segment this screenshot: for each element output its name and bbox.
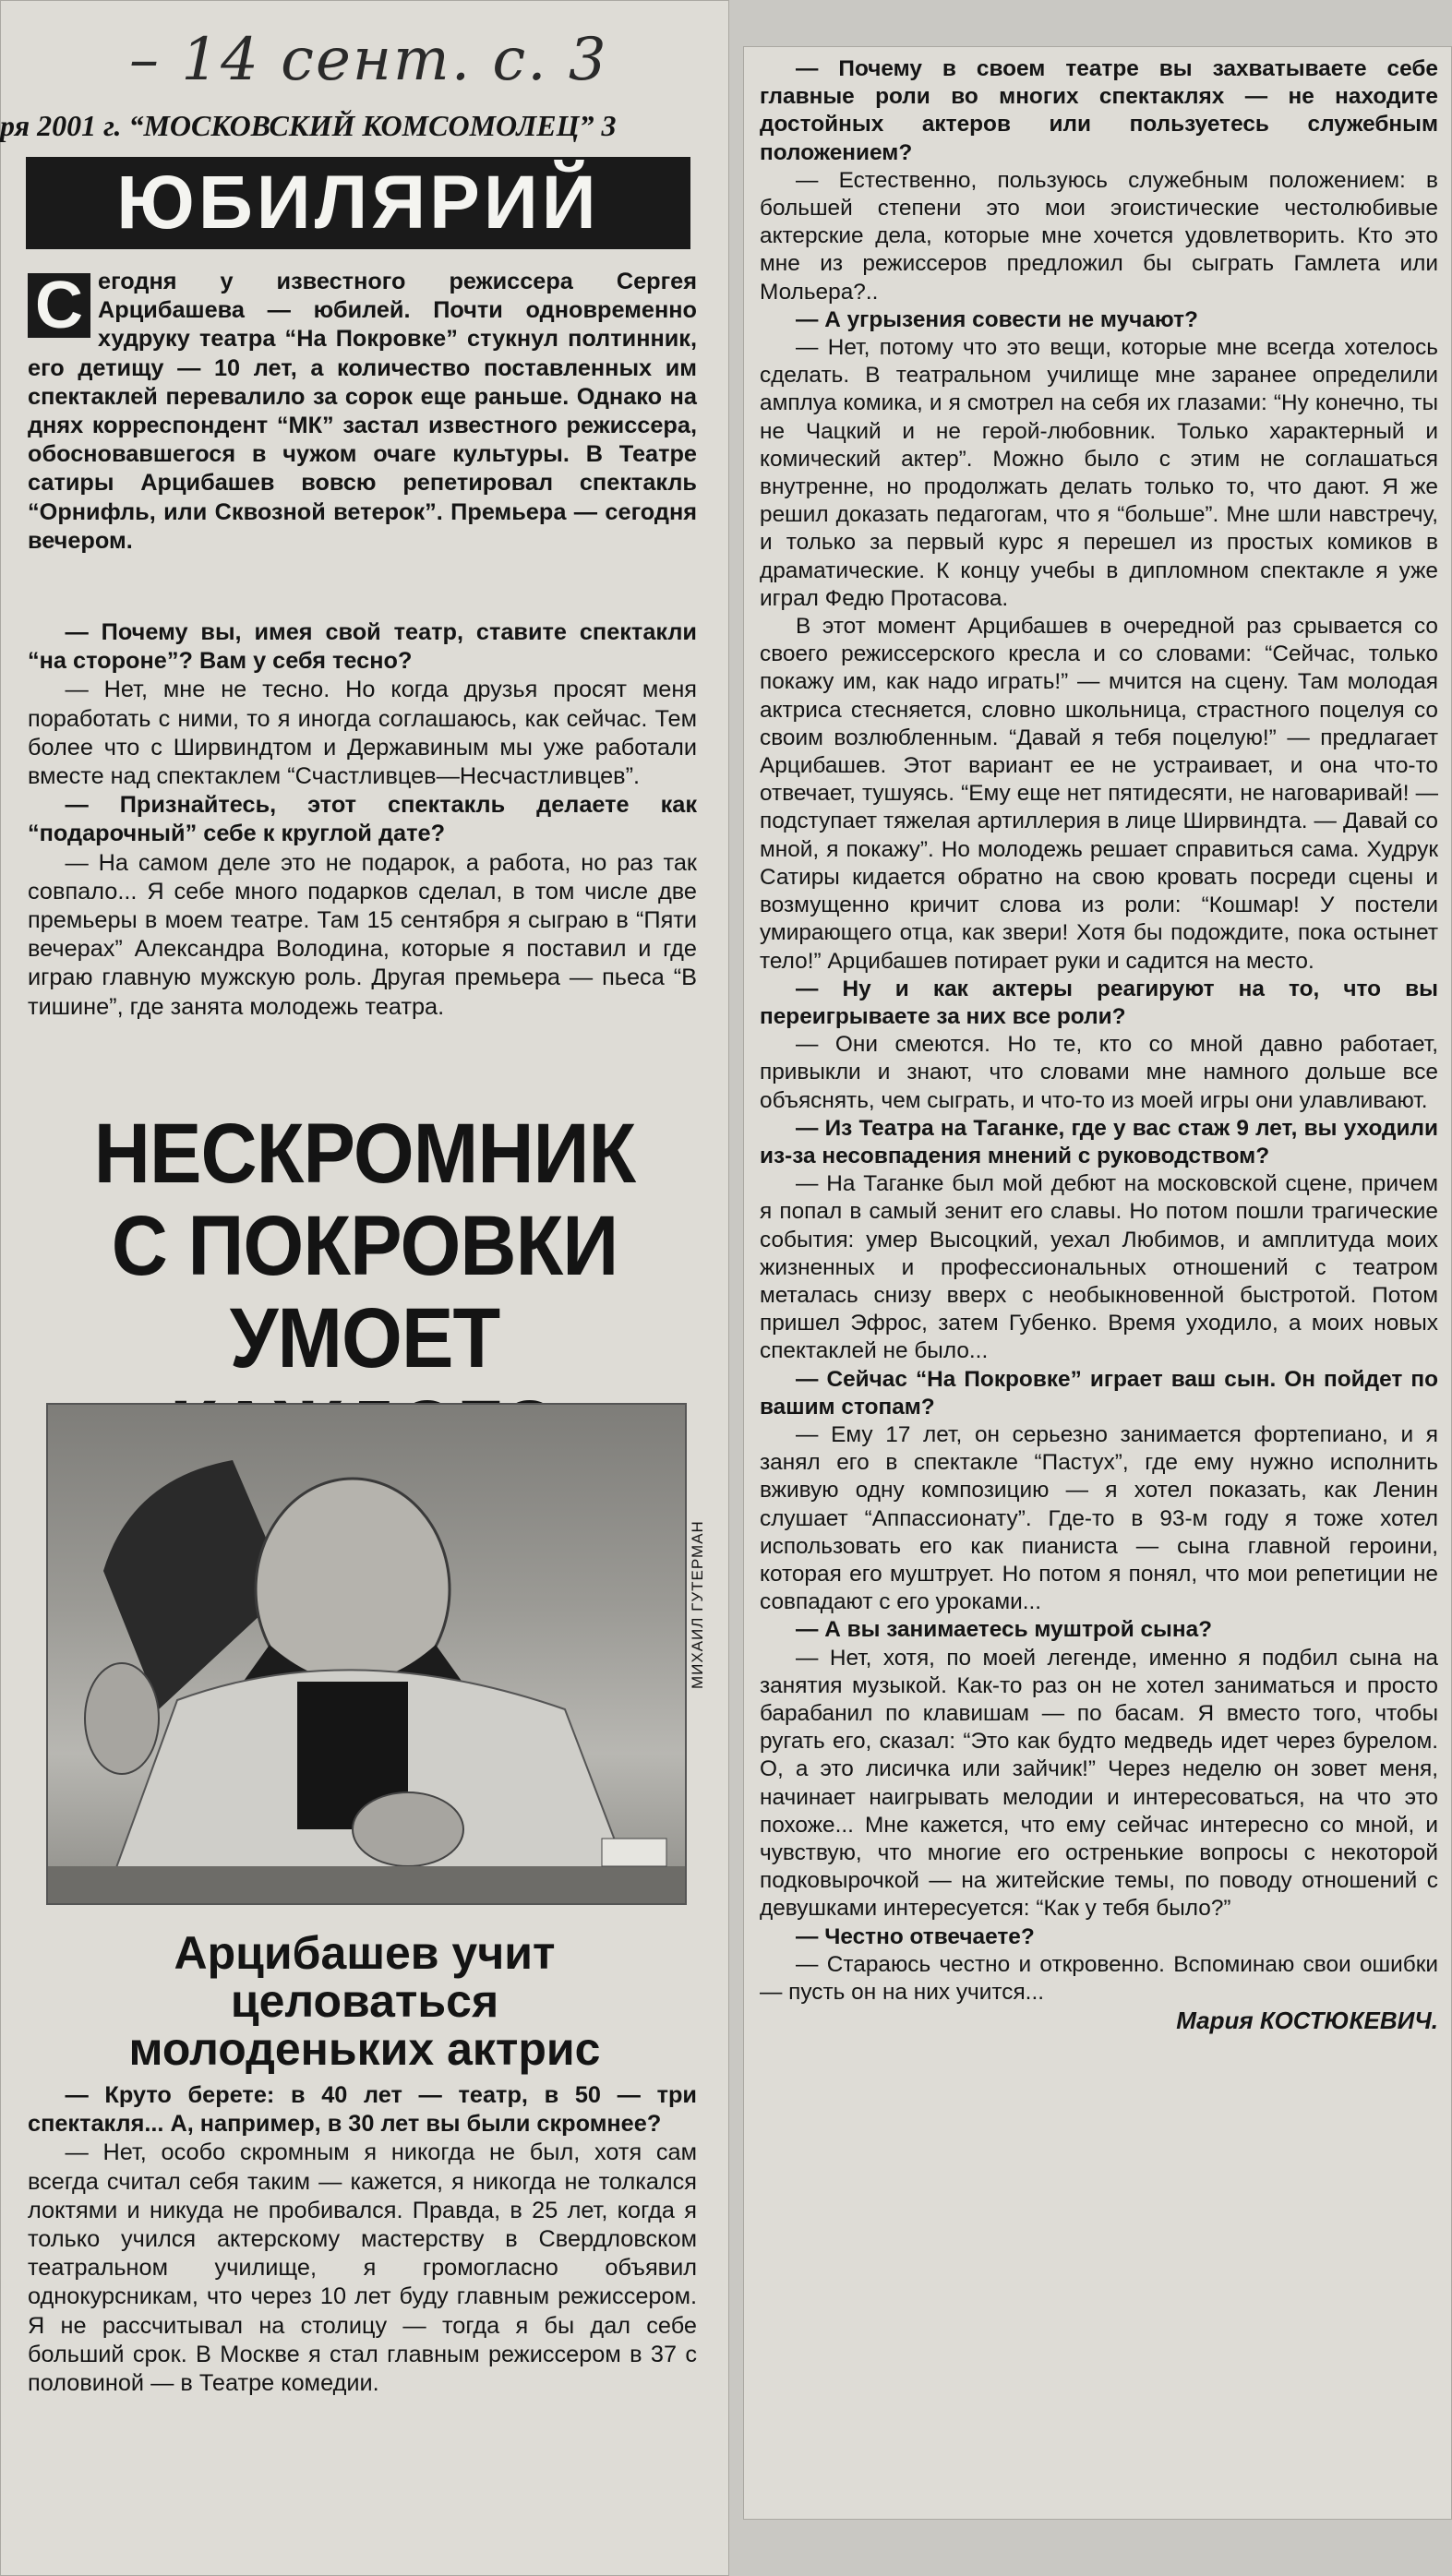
question-paragraph: — Честно отвечаете?	[796, 1923, 1035, 1949]
portrait-photo	[46, 1403, 687, 1905]
answer-paragraph: В этот момент Арцибашев в очередной раз срывается со своего режиссерского кресла и со словами: “Сейчас, только покажу им, как надо играть!” — мчится на сцену. Там молодая актриса стесняется, словно школьница, страстного поцелуя со своим возлюбленным. “Давай я тебя поцелую!” — предлагает Арцибашев. Этот вариант ее не устраивает, и она что-то отвечает, тушуясь. “Ему еще нет пятидесяти, не наговаривай! — подступает тяжелая артиллерия в лице Ширвиндта. — Давай со мной, я покажу”. Но молодежь решает справиться сама. Худрук Сатиры кидается обратно на свою кровать посреди сцены и возмущенно кричит слова из роли: “Кошмар! У постели умирающего отца, как звери! Хотя бы подождите, пока остынет тело!” Арцибашев потирает руки и садится на место.	[760, 614, 1438, 974]
subheadline-line-2: целоваться	[230, 1975, 499, 2027]
answer-paragraph: — Стараюсь честно и откровенно. Вспоминаю свои ошибки — пусть он на них учится...	[760, 1951, 1438, 2006]
headline-line-3: УМОЕТ	[229, 1291, 500, 1385]
question-paragraph: — А вы занимаетесь муштрой сына?	[796, 1617, 1213, 1643]
left-top-column	[28, 618, 697, 1022]
answer-paragraph: — На самом деле это не подарок, а работа, но раз так совпало... Я себе много подарков сделал, в том числе две премьеры в моем театре. Там 15 сентября я сыграю в “Пяти вечерах” Александра Володина, которые я поставил и где играю главную мужскую роль. Другая премьера — пьеса “В тишине”, где занята молодежь театра.	[28, 849, 697, 1020]
answer-paragraph: — Нет, мне не тесно. Но когда друзья просят меня поработать с ними, то я иногда соглашаюсь, как сейчас. Тем более что с Ширвиндтом и Державиным мы уже работали вместе над спектаклем “Счастливцев—Несчастливцев”.	[28, 677, 697, 790]
headline-line-2: С ПОКРОВКИ	[111, 1199, 618, 1293]
answer-paragraph: — Нет, особо скромным я никогда не был, хотя сам всегда считал себя таким — кажется, я никогда не толкался локтями и никуда не пробивался. Правда, в 25 лет, когда я только учился актерскому мастерству в Свердловском театральном училище, я громогласно объявил однокурсникам, что через 10 лет буду главным режиссером. Я не рассчитывал на столицу — тогда я бы дал себе больший срок. В Москве я стал главным режиссером в 37 с половиной — в Театре комедии.	[28, 2139, 697, 2397]
rubric: ЮБИЛЯРИЙ	[26, 157, 690, 249]
subheadline	[37, 1929, 692, 2073]
answer-paragraph: — На Таганке был мой дебют на московской сцене, причем я попал в самый зенит его славы. Но потом пошли трагические события: умер Высоцкий, уехал Любимов, и амплитуда моих жизненных и профессиональных отношений с театром металась снизу вверх с необыкновенной быстротой. Потом пришел Эфрос, затем Губенко. Время уходило, а моих новых спектаклей не было...	[760, 1171, 1438, 1364]
question-paragraph: — Круто берете: в 40 лет — театр, в 50 — три спектакля... А, например, в 30 лет вы были скромнее?	[28, 2082, 697, 2138]
handwritten-note: – 14 сент. с. 3	[129, 26, 608, 94]
answer-paragraph: — Ему 17 лет, он серьезно занимается фортепиано, и я занял его в спектакле “Пастух”, где ему нужно исполнить вживую одну композицию — я хотел показать, как Ленин слушает “Аппассионату”. Где-то в 93-м году я тоже хотел использовать его как пианиста — сына главной героини, которая его муштрует. Но потом я понял, что мои репетиции не совпадают с его уроками...	[760, 1421, 1438, 1615]
question-paragraph: — Признайтесь, этот спектакль делаете как “подарочный” себе к круглой дате?	[28, 792, 697, 847]
left-bottom-column	[28, 2081, 697, 2398]
question-paragraph: — Сейчас “На Покровке” играет ваш сын. Он пойдет по вашим стопам?	[760, 1366, 1438, 1420]
author-signature: Мария КОСТЮКЕВИЧ.	[1176, 2007, 1438, 2035]
drop-cap: С	[28, 273, 90, 338]
question-paragraph: — Из Театра на Таганке, где у вас стаж 9 лет, вы уходили из-за несовпадения мнений с руководством?	[760, 1115, 1438, 1168]
portrait-illustration	[48, 1405, 685, 1903]
subheadline-line-3: молоденьких актрис	[128, 2023, 601, 2075]
lead-text: егодня у известного режиссера Сергея Арцибашева — юбилей. Почти одновременно худруку театра “На Покровке” стукнул полтинник, его детищу — 10 лет, а количество поставленных им спектаклей перевалило за сорок еще раньше. Однако на днях корреспондент “МК” застал известного режиссера, обосновавшегося в чужом очаге культуры. В Театре сатиры Арцибашев вовсю репетировал спектакль “Орнифль, или Сквозной ветерок”. Премьера — сегодня вечером.	[28, 269, 697, 554]
answer-paragraph: — Они смеются. Но те, кто со мной давно работает, привыкли и знают, что словами мне намного дольше все объяснять, чем сыграть, и что-то из моей игры они улавливают.	[760, 1032, 1438, 1113]
masthead: ря 2001 г. “МОСКОВСКИЙ КОМСОМОЛЕЦ” 3	[0, 109, 617, 142]
photo-credit: МИХАИЛ ГУТЕРМАН	[689, 1520, 706, 1689]
question-paragraph: — Ну и как актеры реагируют на то, что вы переигрываете за них все роли?	[760, 976, 1438, 1029]
right-column	[760, 55, 1438, 2034]
answer-paragraph: — Нет, потому что это вещи, которые мне всегда хотелось сделать. В театральном училище мне заранее определили амплуа комика, и я смотрел на себя их глазами: “Ну конечно, ты не Чацкий и не герой-любовник. Только характерный и комический актер”. Можно было с этим не соглашаться внутренне, но продолжать делать только то, что дают. Я же решил доказать педагогам, что я “больше”. Мне шли навстречу, и только за первый курс я перешел из простых комиков в драматические. К концу учебы в дипломном спектакле я уже играл Федю Протасова.	[760, 335, 1438, 611]
question-paragraph: — Почему в своем театре вы захватываете себе главные роли во многих спектаклях — не находите достойных актеров или пользуетесь служебным положением?	[760, 56, 1438, 165]
subheadline-line-1: Арцибашев учит	[174, 1927, 556, 1979]
answer-paragraph: — Нет, хотя, по моей легенде, именно я подбил сына на занятия музыкой. Как-то раз он не хотел заниматься и просто барабанил по клавишам — по басам. Я вместо того, чтобы ругать его, сказал: “Это как будто медведь идет через бурелом. О, а это лисичка или зайчик!” Через неделю он зовет меня, начинает наигрывать мелодии и интересоваться, на что это похоже... Мне кажется, что ему сейчас интересно со мной, и чувствую, что многие его остренькие вопросы с некоторой подковырочкой — на житейские темы, по поводу отношений с девушками интересуется: “Как у тебя было?”	[760, 1645, 1438, 1922]
question-paragraph: — Почему вы, имея свой театр, ставите спектакли “на стороне”? Вам у себя тесно?	[28, 619, 697, 675]
right-clipping	[743, 46, 1452, 2520]
lead-paragraph	[28, 268, 697, 556]
answer-paragraph: — Естественно, пользуюсь служебным положением: в большей степени это мои эгоистические честолюбивые актерские дела, которые мне хочется удовлетворить. Кто это мне из режиссеров предложил бы сыграть Гамлета или Мольера?..	[760, 167, 1438, 305]
headline-line-1: НЕСКРОМНИК	[93, 1107, 636, 1201]
question-paragraph: — А угрызения совести не мучают?	[796, 306, 1198, 332]
